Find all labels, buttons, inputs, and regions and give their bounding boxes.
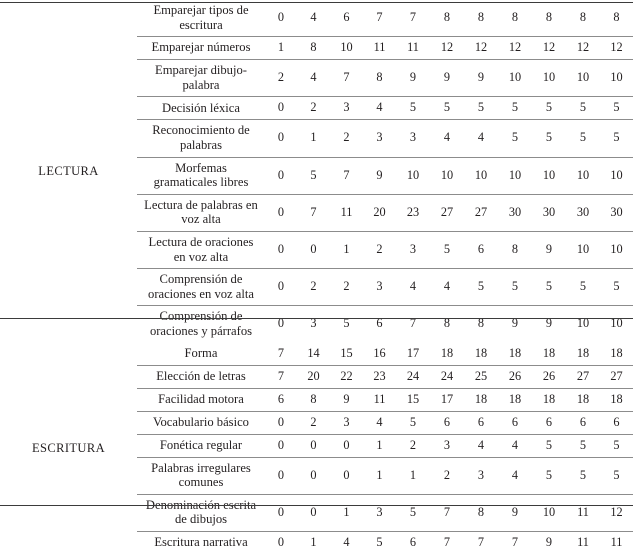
data-cell: 8 bbox=[443, 10, 451, 25]
data-cell: 24 bbox=[430, 365, 464, 388]
data-cell: 12 bbox=[600, 37, 633, 60]
data-cell: 1 bbox=[363, 457, 396, 494]
data-cell: 27 bbox=[430, 194, 464, 231]
data-cell: 3 bbox=[396, 231, 430, 268]
data-cell: 3 bbox=[396, 120, 430, 157]
data-cell: 4 bbox=[330, 531, 363, 554]
table-top-rule bbox=[0, 2, 633, 3]
data-cell: 7 bbox=[330, 157, 363, 194]
data-cell: 10 bbox=[498, 157, 532, 194]
data-cell: 8 bbox=[511, 10, 519, 25]
row-label: Escritura narrativa bbox=[137, 531, 265, 554]
row-label: Fonética regular bbox=[137, 434, 265, 457]
data-cell: 6 bbox=[600, 411, 633, 434]
data-cell: 5 bbox=[363, 531, 396, 554]
data-cell: 0 bbox=[297, 231, 330, 268]
data-cell: 10 bbox=[566, 231, 600, 268]
data-cell: 0 bbox=[277, 10, 285, 25]
data-cell: 1 bbox=[297, 531, 330, 554]
data-cell: 8 bbox=[297, 37, 330, 60]
data-cell: 8 bbox=[498, 231, 532, 268]
row-label: Emparejar dibujo-palabra bbox=[137, 60, 265, 97]
data-cell: 15 bbox=[340, 345, 353, 360]
data-cell: 8 bbox=[363, 60, 396, 97]
data-cell: 18 bbox=[498, 388, 532, 411]
row-label: Palabras irregulares comunes bbox=[137, 457, 265, 494]
data-cell: 10 bbox=[464, 157, 498, 194]
data-cell: 4 bbox=[430, 269, 464, 306]
data-cell: 7 bbox=[430, 531, 464, 554]
data-cell: 5 bbox=[566, 120, 600, 157]
data-cell: 5 bbox=[330, 306, 363, 343]
data-cell: 10 bbox=[396, 157, 430, 194]
data-cell: 6 bbox=[343, 10, 350, 25]
data-cell: 0 bbox=[265, 157, 297, 194]
data-cell: 0 bbox=[265, 434, 297, 457]
data-cell: 0 bbox=[265, 194, 297, 231]
row-label: Denominación escrita de dibujos bbox=[137, 494, 265, 531]
data-cell: 30 bbox=[600, 194, 633, 231]
data-cell: 11 bbox=[566, 494, 600, 531]
data-cell: 8 bbox=[430, 306, 464, 343]
data-cell: 0 bbox=[265, 494, 297, 531]
data-cell: 10 bbox=[532, 157, 566, 194]
row-label: Emparejar tipos de escritura bbox=[153, 3, 249, 32]
data-cell: 4 bbox=[498, 434, 532, 457]
data-cell: 27 bbox=[464, 194, 498, 231]
data-cell: 27 bbox=[600, 365, 633, 388]
data-cell: 4 bbox=[430, 120, 464, 157]
data-cell: 2 bbox=[297, 97, 330, 120]
data-cell: 4 bbox=[310, 10, 317, 25]
data-cell: 2 bbox=[330, 269, 363, 306]
data-cell: 5 bbox=[396, 494, 430, 531]
data-cell: 18 bbox=[566, 388, 600, 411]
data-cell: 16 bbox=[373, 345, 386, 360]
data-cell: 5 bbox=[464, 269, 498, 306]
data-cell: 5 bbox=[532, 120, 566, 157]
data-cell: 1 bbox=[297, 120, 330, 157]
data-cell: 5 bbox=[464, 97, 498, 120]
data-cell: 18 bbox=[474, 345, 488, 360]
data-cell: 17 bbox=[406, 345, 420, 360]
row-label: Emparejar números bbox=[137, 37, 265, 60]
data-cell: 3 bbox=[297, 306, 330, 343]
data-cell: 5 bbox=[566, 269, 600, 306]
data-cell: 1 bbox=[396, 457, 430, 494]
data-cell: 3 bbox=[363, 269, 396, 306]
data-cell: 4 bbox=[297, 60, 330, 97]
data-cell: 2 bbox=[297, 269, 330, 306]
data-cell: 4 bbox=[464, 434, 498, 457]
section-label-lectura: LECTURA bbox=[38, 163, 99, 178]
data-cell: 14 bbox=[307, 345, 320, 360]
data-cell: 5 bbox=[430, 97, 464, 120]
data-cell: 5 bbox=[498, 97, 532, 120]
row-label: Vocabulario básico bbox=[137, 411, 265, 434]
data-cell: 9 bbox=[363, 157, 396, 194]
data-cell: 3 bbox=[430, 434, 464, 457]
data-cell: 11 bbox=[396, 37, 430, 60]
row-label: Reconocimiento de palabras bbox=[137, 120, 265, 157]
data-cell: 0 bbox=[265, 120, 297, 157]
data-cell: 8 bbox=[613, 10, 620, 25]
data-cell: 2 bbox=[265, 60, 297, 97]
data-cell: 6 bbox=[363, 306, 396, 343]
data-cell: 5 bbox=[532, 269, 566, 306]
data-cell: 10 bbox=[600, 306, 633, 343]
data-cell: 18 bbox=[508, 345, 522, 360]
data-cell: 3 bbox=[330, 411, 363, 434]
data-cell: 23 bbox=[396, 194, 430, 231]
data-cell: 18 bbox=[532, 388, 566, 411]
row-label: Lectura de oraciones en voz alta bbox=[137, 231, 265, 268]
data-cell: 6 bbox=[430, 411, 464, 434]
data-cell: 0 bbox=[265, 531, 297, 554]
data-cell: 10 bbox=[600, 157, 633, 194]
data-cell: 10 bbox=[566, 157, 600, 194]
data-cell: 1 bbox=[330, 231, 363, 268]
data-cell: 2 bbox=[396, 434, 430, 457]
data-cell: 0 bbox=[265, 457, 297, 494]
row-label: Comprensión de oraciones y párrafos bbox=[137, 306, 265, 343]
data-cell: 3 bbox=[363, 494, 396, 531]
data-cell: 10 bbox=[330, 37, 363, 60]
table-section-rule bbox=[0, 318, 633, 319]
data-cell: 12 bbox=[566, 37, 600, 60]
data-cell: 11 bbox=[600, 531, 633, 554]
row-label: Forma bbox=[184, 345, 218, 360]
data-cell: 8 bbox=[297, 388, 330, 411]
data-cell: 7 bbox=[330, 60, 363, 97]
data-cell: 22 bbox=[330, 365, 363, 388]
table-row bbox=[0, 0, 633, 37]
data-cell: 11 bbox=[363, 388, 396, 411]
data-cell: 30 bbox=[532, 194, 566, 231]
data-cell: 6 bbox=[498, 411, 532, 434]
data-cell: 6 bbox=[396, 531, 430, 554]
data-cell: 10 bbox=[600, 231, 633, 268]
data-cell: 2 bbox=[363, 231, 396, 268]
data-cell: 0 bbox=[330, 434, 363, 457]
data-cell: 7 bbox=[430, 494, 464, 531]
data-cell: 7 bbox=[265, 365, 297, 388]
data-cell: 2 bbox=[330, 120, 363, 157]
data-cell: 27 bbox=[566, 365, 600, 388]
data-cell: 8 bbox=[464, 306, 498, 343]
data-cell: 11 bbox=[566, 531, 600, 554]
data-cell: 18 bbox=[464, 388, 498, 411]
data-cell: 8 bbox=[545, 10, 553, 25]
data-cell: 1 bbox=[363, 434, 396, 457]
row-label: Decisión léxica bbox=[137, 97, 265, 120]
data-cell: 9 bbox=[532, 231, 566, 268]
data-cell: 5 bbox=[566, 97, 600, 120]
data-cell: 10 bbox=[430, 157, 464, 194]
data-cell: 18 bbox=[542, 345, 556, 360]
data-cell: 2 bbox=[297, 411, 330, 434]
data-cell: 4 bbox=[464, 120, 498, 157]
data-cell: 10 bbox=[532, 60, 566, 97]
data-cell: 9 bbox=[498, 306, 532, 343]
row-label: Lectura de palabras en voz alta bbox=[137, 194, 265, 231]
data-cell: 6 bbox=[265, 388, 297, 411]
data-cell: 5 bbox=[396, 411, 430, 434]
data-cell: 10 bbox=[498, 60, 532, 97]
data-cell: 25 bbox=[464, 365, 498, 388]
data-cell: 3 bbox=[464, 457, 498, 494]
data-cell: 1 bbox=[330, 494, 363, 531]
data-cell: 7 bbox=[376, 10, 383, 25]
data-cell: 18 bbox=[576, 345, 590, 360]
data-cell: 5 bbox=[566, 457, 600, 494]
data-cell: 12 bbox=[464, 37, 498, 60]
data-cell: 5 bbox=[297, 157, 330, 194]
data-cell: 18 bbox=[610, 345, 623, 360]
data-cell: 10 bbox=[600, 60, 633, 97]
data-cell: 3 bbox=[330, 97, 363, 120]
data-cell: 8 bbox=[579, 10, 587, 25]
row-label: Morfemas gramaticales libres bbox=[137, 157, 265, 194]
data-cell: 4 bbox=[498, 457, 532, 494]
data-cell: 0 bbox=[265, 269, 297, 306]
data-cell: 7 bbox=[409, 10, 417, 25]
data-cell: 1 bbox=[265, 37, 297, 60]
data-cell: 24 bbox=[396, 365, 430, 388]
data-cell: 0 bbox=[297, 494, 330, 531]
table-row bbox=[0, 343, 633, 366]
data-cell: 18 bbox=[440, 345, 454, 360]
table-bottom-rule bbox=[0, 505, 633, 506]
data-cell: 9 bbox=[396, 60, 430, 97]
data-cell: 0 bbox=[297, 434, 330, 457]
data-cell: 5 bbox=[600, 434, 633, 457]
data-cell: 20 bbox=[363, 194, 396, 231]
data-cell: 9 bbox=[464, 60, 498, 97]
data-cell: 9 bbox=[532, 306, 566, 343]
data-cell: 30 bbox=[498, 194, 532, 231]
data-cell: 30 bbox=[566, 194, 600, 231]
data-cell: 6 bbox=[532, 411, 566, 434]
data-cell: 6 bbox=[464, 231, 498, 268]
data-cell: 0 bbox=[265, 231, 297, 268]
data-cell: 4 bbox=[396, 269, 430, 306]
data-cell: 9 bbox=[430, 60, 464, 97]
data-cell: 4 bbox=[363, 411, 396, 434]
data-cell: 5 bbox=[600, 97, 633, 120]
data-cell: 9 bbox=[330, 388, 363, 411]
data-cell: 7 bbox=[464, 531, 498, 554]
data-cell: 3 bbox=[363, 120, 396, 157]
data-cell: 5 bbox=[532, 457, 566, 494]
data-cell: 11 bbox=[330, 194, 363, 231]
data-cell: 0 bbox=[265, 411, 297, 434]
data-cell: 12 bbox=[498, 37, 532, 60]
section-label-escritura: ESCRITURA bbox=[31, 440, 106, 455]
data-cell: 5 bbox=[532, 434, 566, 457]
data-cell: 12 bbox=[430, 37, 464, 60]
data-cell: 23 bbox=[363, 365, 396, 388]
data-cell: 6 bbox=[464, 411, 498, 434]
data-cell: 12 bbox=[600, 494, 633, 531]
data-cell: 5 bbox=[430, 231, 464, 268]
data-cell: 17 bbox=[430, 388, 464, 411]
row-label: Facilidad motora bbox=[137, 388, 265, 411]
data-cell: 4 bbox=[363, 97, 396, 120]
data-cell: 7 bbox=[277, 345, 285, 360]
data-cell: 2 bbox=[430, 457, 464, 494]
data-cell: 5 bbox=[600, 457, 633, 494]
data-cell: 15 bbox=[396, 388, 430, 411]
data-cell: 0 bbox=[297, 457, 330, 494]
data-cell: 5 bbox=[600, 269, 633, 306]
data-cell: 10 bbox=[532, 494, 566, 531]
data-cell: 8 bbox=[464, 494, 498, 531]
data-cell: 7 bbox=[396, 306, 430, 343]
data-cell: 5 bbox=[396, 97, 430, 120]
data-cell: 8 bbox=[477, 10, 485, 25]
data-cell: 7 bbox=[498, 531, 532, 554]
data-cell: 18 bbox=[600, 388, 633, 411]
data-cell: 26 bbox=[532, 365, 566, 388]
data-cell: 5 bbox=[532, 97, 566, 120]
row-label: Comprensión de oraciones en voz alta bbox=[137, 269, 265, 306]
data-cell: 26 bbox=[498, 365, 532, 388]
data-cell: 11 bbox=[363, 37, 396, 60]
data-cell: 5 bbox=[566, 434, 600, 457]
data-cell: 5 bbox=[498, 269, 532, 306]
row-label: Elección de letras bbox=[137, 365, 265, 388]
data-cell: 10 bbox=[566, 306, 600, 343]
data-cell: 0 bbox=[265, 306, 297, 343]
data-cell: 10 bbox=[566, 60, 600, 97]
data-cell: 20 bbox=[297, 365, 330, 388]
data-cell: 0 bbox=[265, 97, 297, 120]
data-cell: 5 bbox=[498, 120, 532, 157]
data-cell: 7 bbox=[297, 194, 330, 231]
data-cell: 9 bbox=[532, 531, 566, 554]
data-cell: 0 bbox=[330, 457, 363, 494]
data-cell: 6 bbox=[566, 411, 600, 434]
data-cell: 12 bbox=[532, 37, 566, 60]
data-cell: 9 bbox=[498, 494, 532, 531]
data-cell: 5 bbox=[600, 120, 633, 157]
